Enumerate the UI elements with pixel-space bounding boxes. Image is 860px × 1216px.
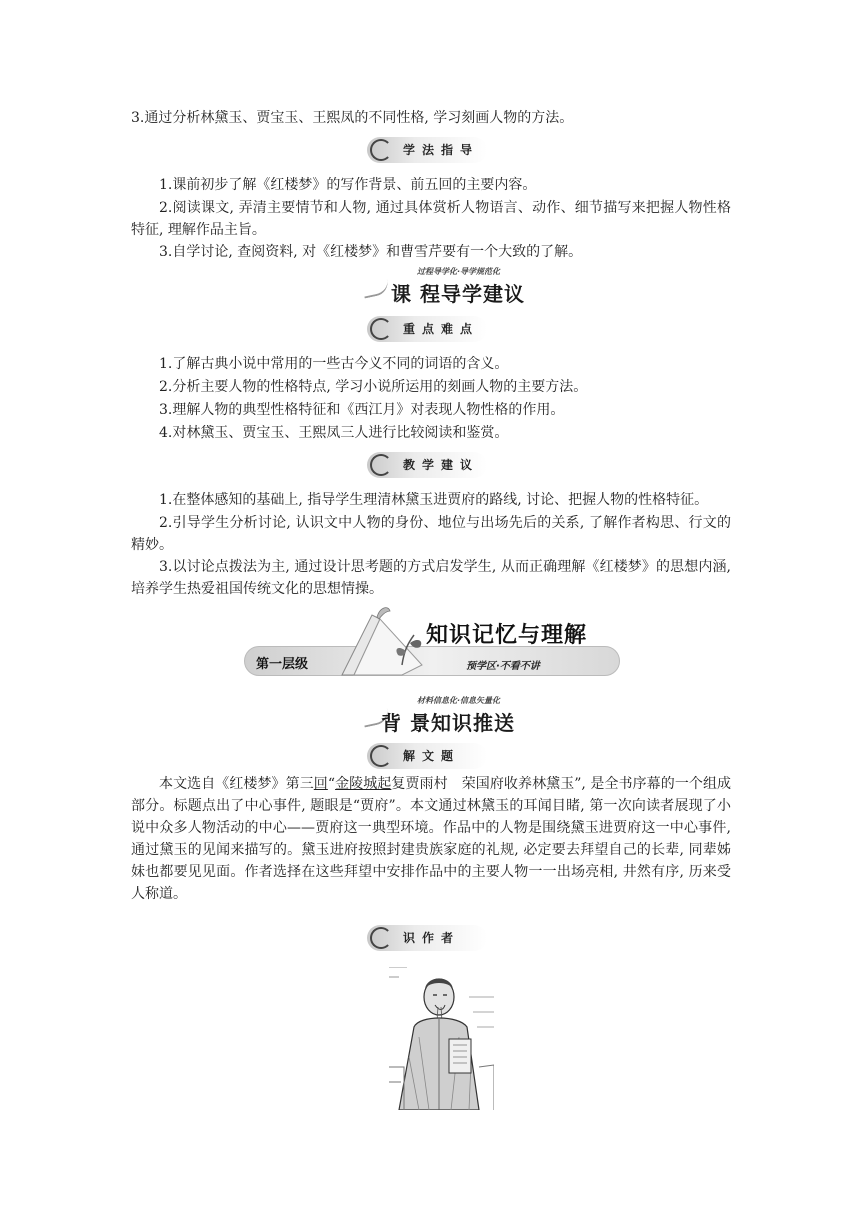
book-plant-icon [332,605,432,677]
background-tagline: 材料信息化·信息矢量化 [417,696,501,705]
teaching-item: 1.在整体感知的基础上, 指导学生理清林黛玉进贾府的路线, 讨论、把握人物的性格特征。 [159,492,709,508]
author-portrait-image [389,967,494,1110]
ring-icon [370,745,392,767]
ring-icon [370,927,392,949]
ring-icon [370,318,392,340]
teaching-item: 2.引导学生分析讨论, 认识文中人物的身份、地位与出场先后的关系, 了解作者构思、行文的精妙。 [131,515,731,553]
key-point-item: 3.理解人物的典型性格特征和《西江月》对表现人物性格的作用。 [159,402,565,418]
background-title: 材料信息化·信息矢量化 背 景知识推送 [367,695,547,735]
teaching-item: 3.以讨论点拨法为主, 通过设计思考题的方式启发学生, 从而正确理解《红楼梦》的思想内涵, 培养学生热爱祖国传统文化的思想情操。 [131,559,731,597]
study-method-item: 3.自学讨论, 查阅资料, 对《红楼梦》和曹雪芹要有一个大致的了解。 [159,244,583,260]
author-heading: 识作者 [367,925,487,951]
level-title: 知识记忆与理解 [426,623,588,648]
level-banner [244,605,620,677]
key-point-item: 4.对林黛玉、贾宝玉、王熙凤三人进行比较阅读和鉴赏。 [159,425,509,441]
key-points-heading: 重点难点 [367,316,487,342]
course-guide-tagline: 过程导学化·导学规范化 [417,267,501,276]
study-method-item: 1.课前初步了解《红楼梦》的写作背景、前五回的主要内容。 [159,177,537,193]
interpret-heading: 解文题 [367,743,487,769]
study-method-heading: 学法指导 [367,137,487,163]
swoosh-icon [362,279,390,298]
key-point-item: 1.了解古典小说中常用的一些古今义不同的词语的含义。 [159,356,509,372]
ring-icon [370,454,392,476]
objective-item-3: 3.通过分析林黛玉、贾宝玉、王熙凤的不同性格, 学习刻画人物的方法。 [131,110,574,126]
interpret-paragraph: 本文选自《红楼梦》第三回“金陵城起复贾雨村 荣国府收养林黛玉”, 是全书序幕的一个组成部分。标题点出了中心事件, 题眼是“贾府”。本文通过林黛玉的耳闻目睹, 第一次向读者展现了小说中众多人物活动的中心——贾府这一典型环境。作品中的人物是围绕黛玉进贾府这一中心事件, 通过黛玉的见闻来描写的。黛玉进府按照封建贵族家庭的礼规, 必定要去拜望自己的长辈, 同辈姊妹也都要见见面。作者选择在这些拜望中安排作品中的主要人物一一出场亮相, 井然有序, 历来受人称道。 [131,776,732,902]
level-subtitle: 预学区·不看不讲 [466,661,540,672]
ring-icon [370,139,392,161]
study-method-item: 2.阅读课文, 弄清主要情节和人物, 通过具体赏析人物语言、动作、细节描写来把握人物性格特征, 理解作品主旨。 [131,200,731,238]
teaching-heading: 教学建议 [367,452,487,478]
level-label: 第一层级 [256,657,309,672]
key-point-item: 2.分析主要人物的性格特点, 学习小说所运用的刻画人物的主要方法。 [159,379,588,395]
course-guide-title: 过程导学化·导学规范化 课 程导学建议 [367,266,547,306]
